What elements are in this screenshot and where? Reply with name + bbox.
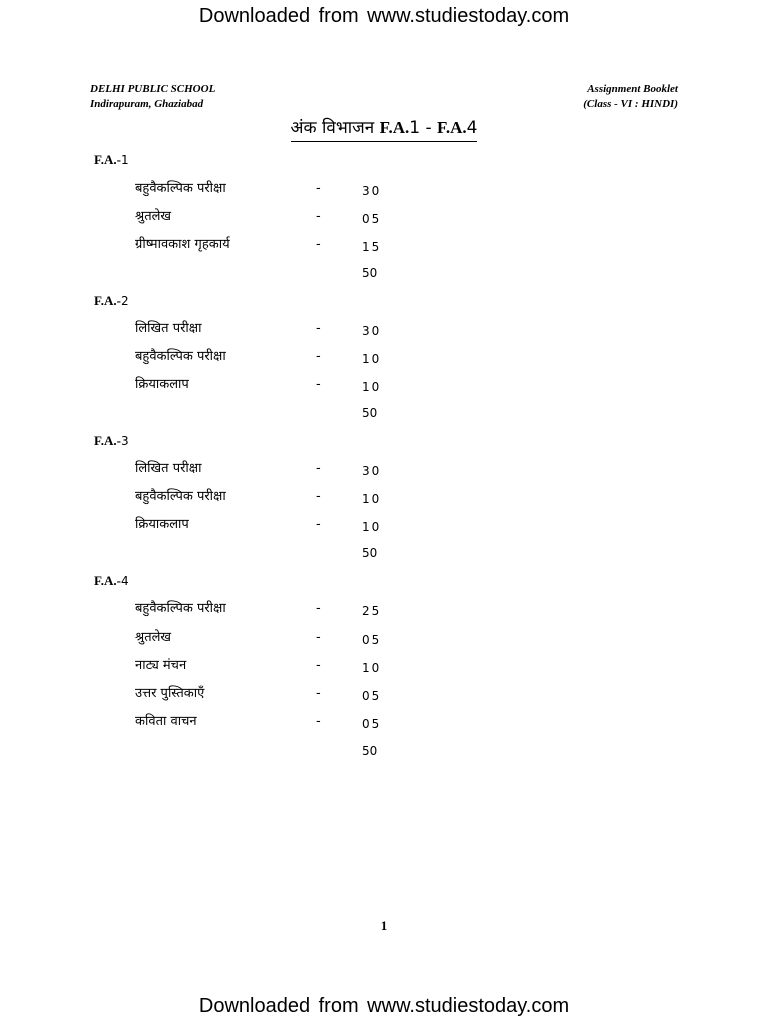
item-dash: -	[316, 489, 321, 504]
mark-row	[0, 235, 768, 257]
school-header	[90, 82, 215, 112]
item-dash: -	[316, 714, 321, 729]
item-dash: -	[316, 461, 321, 476]
title-fa-start: F.A.	[379, 118, 410, 137]
booklet-header	[583, 82, 678, 112]
section-title	[94, 571, 129, 591]
item-dash: -	[316, 181, 321, 196]
item-marks: 05	[362, 689, 382, 703]
item-dash: -	[316, 630, 321, 645]
document-title	[0, 116, 768, 142]
item-marks: 05	[362, 717, 382, 731]
item-marks: 10	[362, 352, 382, 366]
mark-row	[0, 179, 768, 201]
mark-row	[0, 319, 768, 341]
mark-row	[0, 684, 768, 706]
item-label: लिखित परीक्षा	[135, 321, 202, 336]
item-dash: -	[316, 349, 321, 364]
item-label: बहुवैकल्पिक परीक्षा	[135, 489, 226, 504]
download-banner-top: Downloaded from www.studiestoday.com	[198, 5, 570, 27]
mark-row	[0, 515, 768, 537]
section-total: 50	[362, 546, 378, 560]
item-label: क्रियाकलाप	[135, 377, 189, 392]
item-dash: -	[316, 517, 321, 532]
item-label: श्रुतलेख	[135, 630, 172, 645]
mark-row	[0, 347, 768, 369]
section-total: 50	[362, 744, 378, 758]
item-label: नाट्य मंचन	[135, 658, 187, 673]
item-label: बहुवैकल्पिक परीक्षा	[135, 181, 226, 196]
section-total: 50	[362, 406, 378, 420]
section-total: 50	[362, 266, 378, 280]
mark-row	[0, 656, 768, 678]
title-num-start: 1	[409, 118, 421, 138]
document-title-underlined	[291, 116, 478, 142]
item-dash: -	[316, 686, 321, 701]
mark-row	[0, 375, 768, 397]
section-prefix: F.A.-	[94, 293, 121, 308]
item-marks: 05	[362, 212, 382, 226]
item-marks: 30	[362, 324, 382, 338]
download-banner-bottom: Downloaded from www.studiestoday.com	[198, 995, 570, 1017]
mark-row	[0, 459, 768, 481]
class-info: (Class - VI : HINDI)	[583, 98, 678, 110]
item-label: बहुवैकल्पिक परीक्षा	[135, 349, 226, 364]
item-label: क्रियाकलाप	[135, 517, 189, 532]
item-label: ग्रीष्मावकाश गृहकार्य	[135, 237, 230, 252]
item-label: बहुवैकल्पिक परीक्षा	[135, 601, 226, 616]
section-number: 1	[120, 153, 129, 167]
title-fa-end: F.A.	[437, 118, 467, 137]
item-label: लिखित परीक्षा	[135, 461, 202, 476]
item-marks: 10	[362, 520, 382, 534]
section-title	[94, 150, 129, 170]
item-marks: 05	[362, 633, 382, 647]
item-marks: 30	[362, 464, 382, 478]
item-marks: 10	[362, 661, 382, 675]
school-name: DELHI PUBLIC SCHOOL	[90, 83, 216, 95]
title-hindi: अंक विभाजन	[290, 118, 380, 138]
section-title	[94, 431, 129, 451]
item-label: श्रुतलेख	[135, 209, 172, 224]
item-marks: 30	[362, 184, 382, 198]
section-title	[94, 291, 129, 311]
section-prefix: F.A.-	[94, 433, 121, 448]
school-location: Indirapuram, Ghaziabad	[90, 98, 204, 110]
section-number: 3	[120, 434, 129, 448]
item-dash: -	[316, 321, 321, 336]
section-prefix: F.A.-	[94, 573, 121, 588]
item-label: कविता वाचन	[135, 714, 197, 729]
mark-row	[0, 628, 768, 650]
section-number: 4	[120, 574, 129, 588]
item-dash: -	[316, 658, 321, 673]
item-dash: -	[316, 209, 321, 224]
item-dash: -	[316, 601, 321, 616]
mark-row	[0, 207, 768, 229]
page-number: 1	[380, 918, 388, 933]
title-separator: -	[420, 118, 438, 138]
booklet-title: Assignment Booklet	[587, 83, 678, 95]
mark-row	[0, 487, 768, 509]
item-marks: 15	[362, 240, 382, 254]
section-prefix: F.A.-	[94, 152, 121, 167]
item-marks: 10	[362, 380, 382, 394]
mark-row	[0, 712, 768, 734]
item-dash: -	[316, 377, 321, 392]
item-marks: 25	[362, 604, 382, 618]
item-label: उत्तर पुस्तिकाएँ	[135, 686, 205, 701]
title-num-end: 4	[466, 118, 478, 138]
item-dash: -	[316, 237, 321, 252]
item-marks: 10	[362, 492, 382, 506]
section-number: 2	[120, 294, 129, 308]
mark-row	[0, 599, 768, 621]
